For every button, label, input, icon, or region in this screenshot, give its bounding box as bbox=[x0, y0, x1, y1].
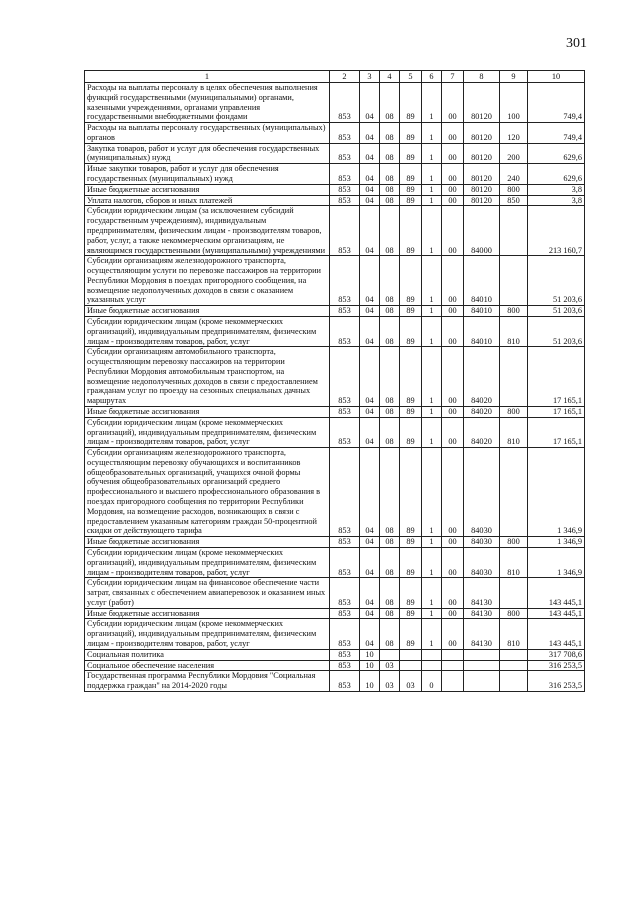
table-row bbox=[85, 347, 585, 407]
row-code-7: 00 bbox=[442, 407, 464, 418]
row-code-6: 1 bbox=[422, 123, 442, 144]
table-row bbox=[85, 448, 585, 537]
row-code-6: 1 bbox=[422, 578, 442, 608]
row-code-9 bbox=[500, 448, 528, 537]
row-name: Субсидии организациям железнодорожного транспорта, осуществляющим услуги по перевозке пассажиров на территории Республики Мордовия в поездах пригородного сообщения, на возмещение недополученных доходов в связи с оказанием указанных услуг bbox=[85, 256, 330, 306]
row-code-5: 89 bbox=[400, 619, 422, 649]
row-code-6 bbox=[422, 660, 442, 671]
row-amount: 749,4 bbox=[528, 123, 585, 144]
row-code-9 bbox=[500, 256, 528, 306]
row-code-2: 853 bbox=[330, 619, 360, 649]
row-amount: 316 253,5 bbox=[528, 671, 585, 692]
table-row bbox=[85, 608, 585, 619]
table-row bbox=[85, 417, 585, 447]
row-code-6: 1 bbox=[422, 195, 442, 206]
row-code-5: 89 bbox=[400, 195, 422, 206]
row-code-2: 853 bbox=[330, 608, 360, 619]
row-code-7 bbox=[442, 660, 464, 671]
row-code-3: 10 bbox=[360, 660, 380, 671]
row-code-6: 1 bbox=[422, 316, 442, 346]
row-code-8: 84020 bbox=[464, 407, 500, 418]
row-code-3: 04 bbox=[360, 578, 380, 608]
row-code-4: 08 bbox=[380, 206, 400, 256]
row-code-3: 04 bbox=[360, 448, 380, 537]
table-row bbox=[85, 206, 585, 256]
table-row bbox=[85, 195, 585, 206]
row-code-8: 80120 bbox=[464, 143, 500, 164]
row-code-7: 00 bbox=[442, 164, 464, 185]
row-code-2: 853 bbox=[330, 347, 360, 407]
row-code-3: 04 bbox=[360, 123, 380, 144]
row-code-7: 00 bbox=[442, 83, 464, 123]
table-row bbox=[85, 660, 585, 671]
row-code-7: 00 bbox=[442, 537, 464, 548]
row-amount: 3,8 bbox=[528, 195, 585, 206]
row-amount: 17 165,1 bbox=[528, 347, 585, 407]
row-code-9 bbox=[500, 649, 528, 660]
row-code-6: 1 bbox=[422, 306, 442, 317]
row-code-9: 800 bbox=[500, 407, 528, 418]
row-amount: 17 165,1 bbox=[528, 407, 585, 418]
row-code-6: 1 bbox=[422, 256, 442, 306]
row-code-4: 08 bbox=[380, 123, 400, 144]
row-code-2: 853 bbox=[330, 448, 360, 537]
row-code-5: 89 bbox=[400, 417, 422, 447]
row-name: Иные бюджетные ассигнования bbox=[85, 537, 330, 548]
row-name: Социальная политика bbox=[85, 649, 330, 660]
row-code-3: 04 bbox=[360, 619, 380, 649]
row-code-2: 853 bbox=[330, 184, 360, 195]
row-code-9: 800 bbox=[500, 184, 528, 195]
row-code-5: 89 bbox=[400, 316, 422, 346]
row-code-7: 00 bbox=[442, 143, 464, 164]
row-code-3: 04 bbox=[360, 537, 380, 548]
row-code-8 bbox=[464, 671, 500, 692]
row-code-6: 1 bbox=[422, 537, 442, 548]
row-code-2: 853 bbox=[330, 578, 360, 608]
header-cell: 1 bbox=[85, 71, 330, 83]
row-name: Субсидии юридическим лицам (кроме некоммерческих организаций), индивидуальным предпринимателям, физическим лицам - производителям товаров, работ, услуг bbox=[85, 316, 330, 346]
header-cell: 10 bbox=[528, 71, 585, 83]
row-code-8: 84030 bbox=[464, 537, 500, 548]
row-code-6: 0 bbox=[422, 671, 442, 692]
row-code-8 bbox=[464, 660, 500, 671]
row-code-4: 08 bbox=[380, 347, 400, 407]
table-row bbox=[85, 83, 585, 123]
row-code-8: 84020 bbox=[464, 347, 500, 407]
row-code-7: 00 bbox=[442, 306, 464, 317]
row-amount: 17 165,1 bbox=[528, 417, 585, 447]
row-amount: 143 445,1 bbox=[528, 578, 585, 608]
row-code-9: 810 bbox=[500, 316, 528, 346]
row-name: Субсидии юридическим лицам на финансовое обеспечение части затрат, связанных с обеспечением авиаперевозок и оказанием иных услуг (работ) bbox=[85, 578, 330, 608]
row-code-4: 08 bbox=[380, 537, 400, 548]
row-code-5: 89 bbox=[400, 256, 422, 306]
row-code-4: 08 bbox=[380, 306, 400, 317]
row-amount: 143 445,1 bbox=[528, 608, 585, 619]
row-code-5: 89 bbox=[400, 608, 422, 619]
row-code-8: 80120 bbox=[464, 195, 500, 206]
row-code-2: 853 bbox=[330, 649, 360, 660]
table-row bbox=[85, 143, 585, 164]
row-amount: 3,8 bbox=[528, 184, 585, 195]
row-amount: 749,4 bbox=[528, 83, 585, 123]
row-code-2: 853 bbox=[330, 537, 360, 548]
row-amount: 213 160,7 bbox=[528, 206, 585, 256]
row-code-5 bbox=[400, 649, 422, 660]
row-name: Иные бюджетные ассигнования bbox=[85, 608, 330, 619]
table-row bbox=[85, 649, 585, 660]
row-code-6: 1 bbox=[422, 164, 442, 185]
row-code-3: 04 bbox=[360, 143, 380, 164]
row-code-4: 08 bbox=[380, 407, 400, 418]
row-code-4: 08 bbox=[380, 578, 400, 608]
row-amount: 629,6 bbox=[528, 164, 585, 185]
row-code-6: 1 bbox=[422, 206, 442, 256]
row-code-4 bbox=[380, 649, 400, 660]
row-code-8: 84010 bbox=[464, 306, 500, 317]
row-code-2: 853 bbox=[330, 306, 360, 317]
table-row bbox=[85, 256, 585, 306]
row-amount: 51 203,6 bbox=[528, 306, 585, 317]
row-code-6: 1 bbox=[422, 184, 442, 195]
row-code-3: 04 bbox=[360, 347, 380, 407]
table-row bbox=[85, 184, 585, 195]
row-code-8: 84030 bbox=[464, 547, 500, 577]
row-code-5: 89 bbox=[400, 306, 422, 317]
budget-table bbox=[84, 70, 585, 692]
row-code-2: 853 bbox=[330, 417, 360, 447]
row-code-3: 04 bbox=[360, 164, 380, 185]
table-row bbox=[85, 537, 585, 548]
row-code-3: 04 bbox=[360, 306, 380, 317]
row-code-4: 08 bbox=[380, 417, 400, 447]
row-code-5: 89 bbox=[400, 537, 422, 548]
row-code-8: 80120 bbox=[464, 83, 500, 123]
row-code-7: 00 bbox=[442, 578, 464, 608]
row-code-8: 84020 bbox=[464, 417, 500, 447]
table-row bbox=[85, 547, 585, 577]
row-code-7: 00 bbox=[442, 448, 464, 537]
row-amount: 143 445,1 bbox=[528, 619, 585, 649]
row-code-6: 1 bbox=[422, 547, 442, 577]
row-code-9 bbox=[500, 671, 528, 692]
row-code-9: 200 bbox=[500, 143, 528, 164]
row-code-3: 04 bbox=[360, 195, 380, 206]
row-code-3: 04 bbox=[360, 206, 380, 256]
row-code-8 bbox=[464, 649, 500, 660]
row-name: Расходы на выплаты персоналу государственных (муниципальных) органов bbox=[85, 123, 330, 144]
row-code-9: 850 bbox=[500, 195, 528, 206]
row-amount: 51 203,6 bbox=[528, 256, 585, 306]
row-code-9: 810 bbox=[500, 417, 528, 447]
table-row bbox=[85, 619, 585, 649]
table-row bbox=[85, 316, 585, 346]
row-amount: 316 253,5 bbox=[528, 660, 585, 671]
row-code-9: 120 bbox=[500, 123, 528, 144]
row-code-5: 03 bbox=[400, 671, 422, 692]
row-code-4: 03 bbox=[380, 660, 400, 671]
row-code-3: 10 bbox=[360, 649, 380, 660]
header-cell: 4 bbox=[380, 71, 400, 83]
row-code-7: 00 bbox=[442, 608, 464, 619]
row-code-6: 1 bbox=[422, 417, 442, 447]
row-code-3: 04 bbox=[360, 417, 380, 447]
row-code-8: 84010 bbox=[464, 316, 500, 346]
row-code-2: 853 bbox=[330, 143, 360, 164]
row-name: Субсидии юридическим лицам (за исключением субсидий государственным учреждениям), индивидуальным предпринимателям, физическим лицам - производителям товаров, работ, услуг, а также некоммерческим организациям, не являющимся государственными (муниципальными) учреждениями bbox=[85, 206, 330, 256]
row-name: Иные закупки товаров, работ и услуг для обеспечения государственных (муниципальных) нужд bbox=[85, 164, 330, 185]
row-code-8: 84010 bbox=[464, 256, 500, 306]
row-code-6: 1 bbox=[422, 448, 442, 537]
row-code-4: 08 bbox=[380, 608, 400, 619]
row-code-8: 84000 bbox=[464, 206, 500, 256]
row-code-2: 853 bbox=[330, 164, 360, 185]
row-code-7: 00 bbox=[442, 195, 464, 206]
row-code-9: 800 bbox=[500, 306, 528, 317]
row-name: Субсидии организациям автомобильного транспорта, осуществляющим перевозку пассажиров на территории Республики Мордовия автомобильным транспортом, на возмещение недополученных доходов в связи с предоставлением гражданам услуг по проезду на сезонных специальных дачных маршрутах bbox=[85, 347, 330, 407]
row-code-3: 04 bbox=[360, 407, 380, 418]
row-code-2: 853 bbox=[330, 206, 360, 256]
row-code-3: 04 bbox=[360, 608, 380, 619]
row-code-4: 08 bbox=[380, 195, 400, 206]
row-code-6 bbox=[422, 649, 442, 660]
row-name: Социальное обеспечение населения bbox=[85, 660, 330, 671]
header-cell: 9 bbox=[500, 71, 528, 83]
row-code-9 bbox=[500, 206, 528, 256]
header-cell: 6 bbox=[422, 71, 442, 83]
row-name: Иные бюджетные ассигнования bbox=[85, 306, 330, 317]
row-name: Расходы на выплаты персоналу в целях обеспечения выполнения функций государственными (муниципальными) органами, казенными учреждениями, органами управления государственными внебюджетными фондами bbox=[85, 83, 330, 123]
row-code-7: 00 bbox=[442, 123, 464, 144]
row-code-2: 853 bbox=[330, 407, 360, 418]
row-code-4: 08 bbox=[380, 256, 400, 306]
row-code-7: 00 bbox=[442, 347, 464, 407]
row-code-2: 853 bbox=[330, 671, 360, 692]
row-code-5: 89 bbox=[400, 578, 422, 608]
row-amount: 317 708,6 bbox=[528, 649, 585, 660]
row-name: Уплата налогов, сборов и иных платежей bbox=[85, 195, 330, 206]
row-code-3: 10 bbox=[360, 671, 380, 692]
row-code-4: 08 bbox=[380, 184, 400, 195]
row-code-9: 240 bbox=[500, 164, 528, 185]
row-code-5: 89 bbox=[400, 206, 422, 256]
header-cell: 7 bbox=[442, 71, 464, 83]
header-cell: 5 bbox=[400, 71, 422, 83]
row-code-5: 89 bbox=[400, 143, 422, 164]
row-code-2: 853 bbox=[330, 547, 360, 577]
row-code-9: 800 bbox=[500, 608, 528, 619]
row-code-4: 08 bbox=[380, 448, 400, 537]
row-code-7: 00 bbox=[442, 206, 464, 256]
row-code-5: 89 bbox=[400, 407, 422, 418]
row-code-4: 08 bbox=[380, 316, 400, 346]
row-code-4: 08 bbox=[380, 547, 400, 577]
row-name: Иные бюджетные ассигнования bbox=[85, 407, 330, 418]
row-amount: 1 346,9 bbox=[528, 448, 585, 537]
header-cell: 3 bbox=[360, 71, 380, 83]
row-code-9 bbox=[500, 347, 528, 407]
row-code-5: 89 bbox=[400, 184, 422, 195]
row-code-5 bbox=[400, 660, 422, 671]
row-name: Субсидии юридическим лицам (кроме некоммерческих организаций), индивидуальным предпринимателям, физическим лицам - производителям товаров, работ, услуг bbox=[85, 619, 330, 649]
row-code-4: 08 bbox=[380, 164, 400, 185]
row-code-7: 00 bbox=[442, 316, 464, 346]
row-code-5: 89 bbox=[400, 448, 422, 537]
row-amount: 1 346,9 bbox=[528, 547, 585, 577]
row-code-4: 08 bbox=[380, 143, 400, 164]
row-code-4: 08 bbox=[380, 83, 400, 123]
header-cell: 8 bbox=[464, 71, 500, 83]
row-code-7: 00 bbox=[442, 619, 464, 649]
row-code-3: 04 bbox=[360, 316, 380, 346]
row-code-5: 89 bbox=[400, 347, 422, 407]
table-row bbox=[85, 578, 585, 608]
row-code-2: 853 bbox=[330, 123, 360, 144]
row-code-6: 1 bbox=[422, 83, 442, 123]
row-code-2: 853 bbox=[330, 316, 360, 346]
row-code-5: 89 bbox=[400, 164, 422, 185]
row-name: Государственная программа Республики Мордовия "Социальная поддержка граждан" на 2014-2020 годы bbox=[85, 671, 330, 692]
table-row bbox=[85, 407, 585, 418]
row-code-8: 80120 bbox=[464, 184, 500, 195]
row-name: Субсидии юридическим лицам (кроме некоммерческих организаций), индивидуальным предпринимателям, физическим лицам - производителям товаров, работ, услуг bbox=[85, 417, 330, 447]
row-name: Закупка товаров, работ и услуг для обеспечения государственных (муниципальных) нужд bbox=[85, 143, 330, 164]
table-body bbox=[85, 83, 585, 692]
header-row bbox=[85, 71, 585, 83]
row-code-2: 853 bbox=[330, 195, 360, 206]
row-code-3: 04 bbox=[360, 256, 380, 306]
row-code-3: 04 bbox=[360, 83, 380, 123]
row-code-7 bbox=[442, 671, 464, 692]
row-code-9: 100 bbox=[500, 83, 528, 123]
row-code-9: 810 bbox=[500, 547, 528, 577]
row-code-4: 03 bbox=[380, 671, 400, 692]
page-number: 301 bbox=[566, 36, 587, 51]
table-row bbox=[85, 123, 585, 144]
row-code-4: 08 bbox=[380, 619, 400, 649]
row-code-7: 00 bbox=[442, 417, 464, 447]
row-amount: 629,6 bbox=[528, 143, 585, 164]
row-name: Субсидии организациям железнодорожного транспорта, осуществляющим перевозку обучающихся и воспитанников общеобразовательных организаций, учащихся очной формы обучения общеобразовательных организаций среднего профессионального и высшего профессионального образования в поездах пригородного сообщения по территории Республики Мордовия, на возмещение расходов, возникающих в связи с предоставлением указанным категориям граждан 50-процентной скидки от действующего тарифа bbox=[85, 448, 330, 537]
row-code-7: 00 bbox=[442, 184, 464, 195]
row-code-8: 84130 bbox=[464, 608, 500, 619]
row-code-6: 1 bbox=[422, 619, 442, 649]
row-code-5: 89 bbox=[400, 123, 422, 144]
row-code-2: 853 bbox=[330, 256, 360, 306]
row-code-8: 84030 bbox=[464, 448, 500, 537]
row-code-8: 80120 bbox=[464, 164, 500, 185]
row-code-8: 84130 bbox=[464, 578, 500, 608]
row-code-7: 00 bbox=[442, 256, 464, 306]
row-amount: 51 203,6 bbox=[528, 316, 585, 346]
row-code-3: 04 bbox=[360, 184, 380, 195]
row-code-9: 800 bbox=[500, 537, 528, 548]
header-cell: 2 bbox=[330, 71, 360, 83]
row-code-6: 1 bbox=[422, 347, 442, 407]
row-code-8: 84130 bbox=[464, 619, 500, 649]
row-code-6: 1 bbox=[422, 608, 442, 619]
row-code-6: 1 bbox=[422, 143, 442, 164]
table-row bbox=[85, 306, 585, 317]
table-row bbox=[85, 671, 585, 692]
row-code-5: 89 bbox=[400, 547, 422, 577]
row-amount: 1 346,9 bbox=[528, 537, 585, 548]
row-name: Иные бюджетные ассигнования bbox=[85, 184, 330, 195]
row-code-8: 80120 bbox=[464, 123, 500, 144]
row-code-2: 853 bbox=[330, 83, 360, 123]
row-code-3: 04 bbox=[360, 547, 380, 577]
row-code-9 bbox=[500, 578, 528, 608]
row-code-5: 89 bbox=[400, 83, 422, 123]
row-code-7: 00 bbox=[442, 547, 464, 577]
row-code-7 bbox=[442, 649, 464, 660]
row-code-9: 810 bbox=[500, 619, 528, 649]
row-code-2: 853 bbox=[330, 660, 360, 671]
row-code-9 bbox=[500, 660, 528, 671]
table-row bbox=[85, 164, 585, 185]
row-name: Субсидии юридическим лицам (кроме некоммерческих организаций), индивидуальным предпринимателям, физическим лицам - производителям товаров, работ, услуг bbox=[85, 547, 330, 577]
row-code-6: 1 bbox=[422, 407, 442, 418]
